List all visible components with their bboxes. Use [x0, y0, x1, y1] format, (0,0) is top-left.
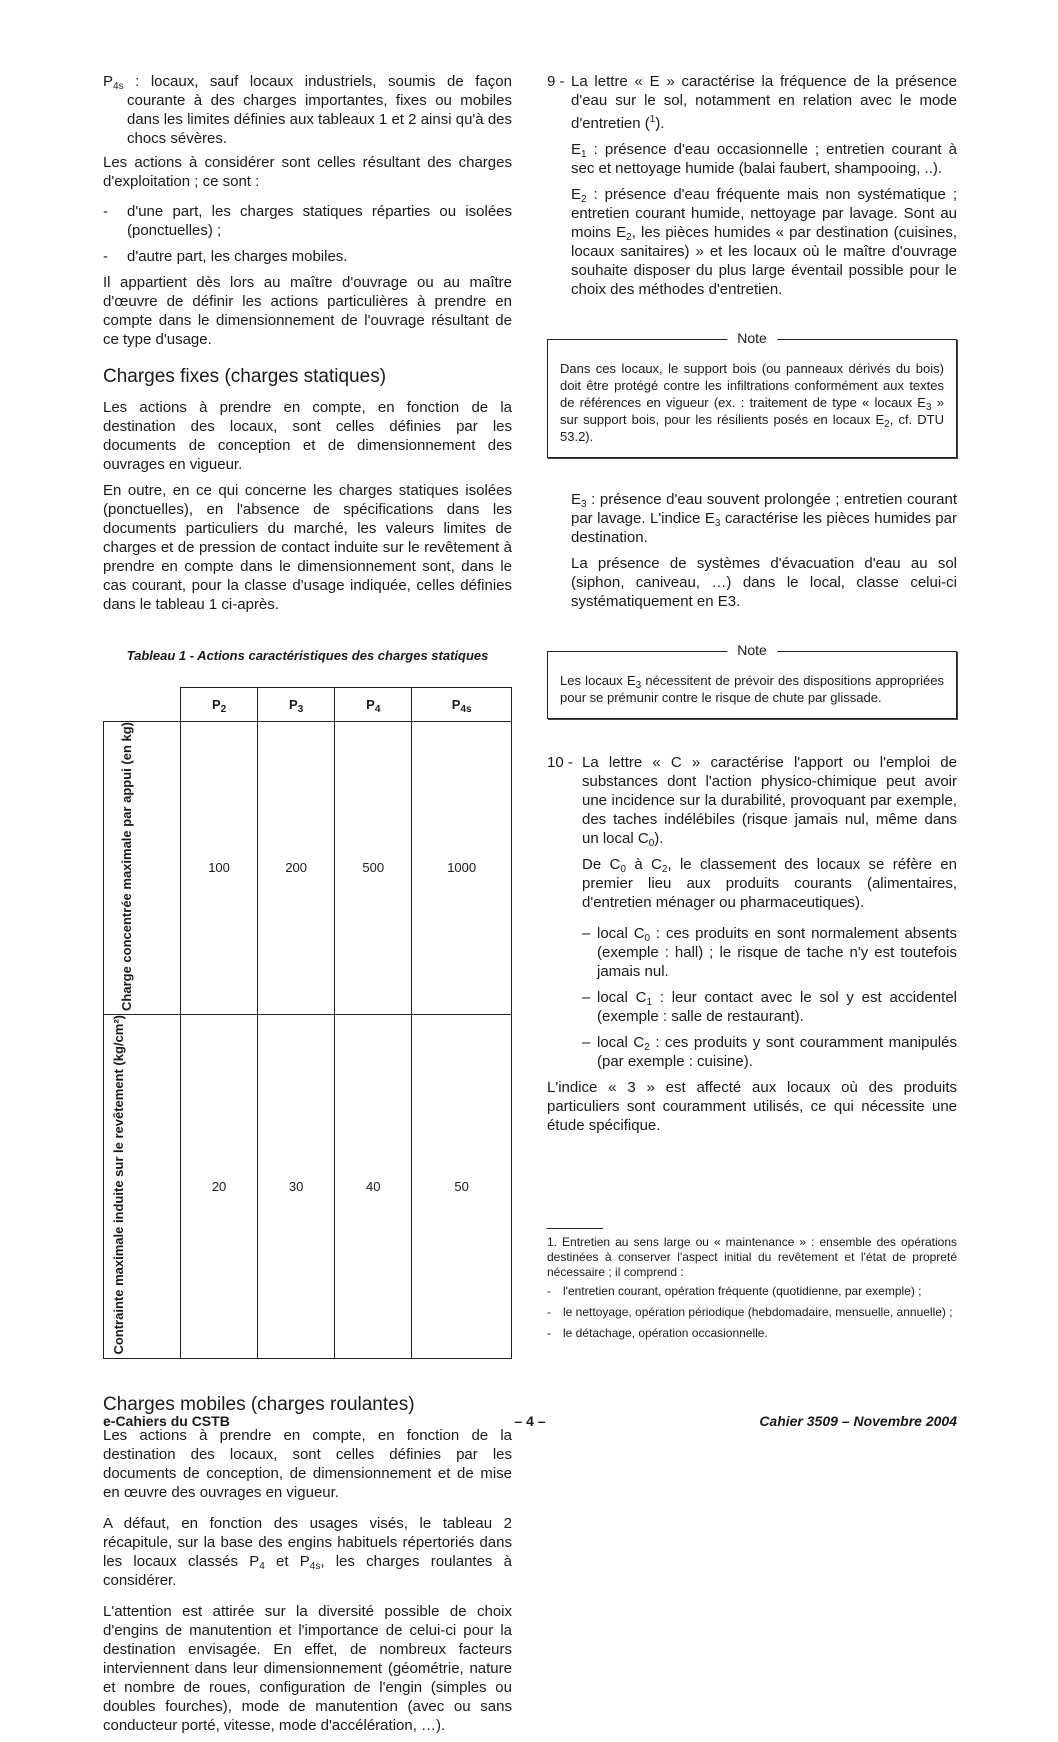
- list-item: - d'autre part, les charges mobiles.: [103, 248, 348, 265]
- footnote-divider: [547, 1228, 603, 1229]
- table-cell: 20: [181, 1014, 258, 1358]
- evacuation-paragraph: La présence de systèmes d'évacuation d'eau au sol (siphon, caniveau, …) dans le local, classe celui-ci systématiquement en E3.: [571, 555, 957, 610]
- table-caption: Tableau 1 - Actions caractéristiques des charges statiques: [126, 648, 489, 663]
- list-item: - le détachage, opération occasionnelle.: [547, 1326, 768, 1340]
- row-header: Charge concentrée maximale par appui (en kg): [104, 722, 181, 1015]
- footnote-text: 1. Entretien au sens large ou « maintenance » : ensemble des opérations destinées à conserver l'aspect initial du revêtement et l'état de propreté nécessaire ; il comprend :: [547, 1235, 957, 1279]
- p4s-definition: $P_{4s}$ : locaux, sauf locaux industriels, soumis de façon courante à des charges importantes, fixes ou mobiles dans les limites définies aux tableaux 1 et 2 ainsi qu'à des chocs sévères.: [103, 73, 512, 147]
- table-row: [104, 722, 512, 1015]
- note-label: Note: [727, 329, 777, 347]
- note-label: Note: [727, 641, 777, 659]
- indice-3-paragraph: L'indice « 3 » est affecté aux locaux où des produits particuliers sont couramment utilisés, ce qui nécessite une étude spécifique.: [547, 1079, 957, 1134]
- c-range-paragraph: De $C_0$ à $C_2$, le classement des locaux se réfère en premier lieu aux produits courants (alimentaires, d'entretien ménager ou pharmaceutiques).: [582, 856, 957, 911]
- table-cell: 1000: [412, 722, 512, 1015]
- section-heading-fixes: Charges fixes (charges statiques): [103, 366, 387, 387]
- table-row: [104, 1014, 512, 1358]
- left-column: [103, 72, 512, 1742]
- footnote: [547, 1228, 957, 1347]
- table-cell: 30: [258, 1014, 335, 1358]
- column-header: $P_{4s}$: [412, 688, 512, 722]
- e1-definition: $E_1$ : présence d'eau occasionnelle ; entretien courant à sec et nettoyage humide (balai faubert, shampooing, ..).: [571, 141, 957, 177]
- table-cell: 200: [258, 722, 335, 1015]
- column-header: $P_3$: [258, 688, 335, 722]
- right-column: [547, 72, 957, 1142]
- mobiles-paragraph-2: A défaut, en fonction des usages visés, le tableau 2 récapitule, sur la base des engins habituels répertoriés dans les locaux classés $P_4$ et $P_{4s}$, les charges roulantes à considérer.: [103, 1514, 512, 1589]
- footer-publication: e-Cahiers du CSTB: [103, 1413, 230, 1429]
- list-item: – local $C_0$ : ces produits en sont normalement absents (exemple : hall) ; le risque de tache n'y est toutefois jamais nul.: [582, 925, 957, 980]
- table-cell: 40: [335, 1014, 412, 1358]
- list-item: - l'entretien courant, opération fréquente (quotidienne, par exemple) ;: [547, 1284, 922, 1298]
- table-cell: 500: [335, 722, 412, 1015]
- mobiles-paragraph-3: L'attention est attirée sur la diversité possible de choix d'engins de manutention et l'importance de celui-ci pour la destination envisagée. En effet, de nombreux facteurs interviennent dans leur dimensionnement (géométrie, nature et nombre de roues, configuration de l'engin (simples ou doubles fourches), mode de manutention (avec ou sans conducteur porté, vitesse, mode d'accélération, …).: [103, 1602, 512, 1734]
- footer-issue: Cahier 3509 – Novembre 2004: [759, 1413, 957, 1429]
- table-header-row: [104, 688, 512, 722]
- e3-definition: $E_3$ : présence d'eau souvent prolongée ; entretien courant par lavage. L'indice $E_3$ caractérise les pièces humides par destination.: [571, 491, 957, 546]
- maitre-paragraph: Il appartient dès lors au maître d'ouvrage ou au maître d'œuvre de définir les actions particulières à prendre en compte dans le dimensionnement de l'ouvrage résultant de ce type d'usage.: [103, 274, 512, 348]
- static-loads-table: [103, 687, 512, 1359]
- section-heading-mobiles: Charges mobiles (charges roulantes): [103, 1393, 415, 1415]
- note-text: Les locaux $E_3$ nécessitent de prévoir des dispositions appropriées pour se prémunir contre le risque de chute par glissade.: [560, 673, 944, 705]
- fixes-paragraph-1: Les actions à prendre en compte, en fonction de la destination des locaux, sont celles définies par les documents de conception et de dimensionnement des ouvrages en vigueur.: [103, 399, 512, 473]
- item-9: 9 - La lettre « E » caractérise la fréquence de la présence d'eau sur le sol, notamment en relation avec le mode d'entretien ($^1$).: [547, 73, 957, 132]
- list-item: – local $C_2$ : ces produits y sont couramment manipulés (par exemple : cuisine).: [582, 1034, 957, 1070]
- note-text: Dans ces locaux, le support bois (ou panneaux dérivés du bois) doit être protégé contre les infiltrations conformément aux textes de références en vigueur (ex. : traitement de type « locaux $E_3$ » sur support bois, pour les résilients posés en locaux $E_2$, cf. DTU 53.2).: [560, 361, 944, 444]
- list-item: – local $C_1$ : leur contact avec le sol y est accidentel (exemple : salle de restaurant).: [582, 989, 957, 1025]
- mobiles-paragraph-1: Les actions à prendre en compte, en fonction de la destination des locaux, sont celles définies par les documents de conception, de dimensionnement et de mise en œuvre des ouvrages en vigueur.: [103, 1426, 512, 1501]
- column-header: $P_4$: [335, 688, 412, 722]
- table-cell: 50: [412, 1014, 512, 1358]
- column-header: $P_2$: [181, 688, 258, 722]
- e2-definition: $E_2$ : présence d'eau fréquente mais non systématique ; entretien courant humide, nettoyage par lavage. Sont au moins $E_2$, les pièces humides « par destination (cuisines, locaux sanitaires) » et les locaux où le maître d'ouvrage souhaite disposer du plus large éventail possible pour le choix des méthodes d'entretien.: [571, 186, 957, 298]
- page-number: – 4 –: [514, 1413, 546, 1429]
- item-10: 10 - La lettre « C » caractérise l'apport ou l'emploi de substances dont l'action physico-chimique peut avoir une incidence sur la durabilité, provoquant par exemple, des taches indélébiles (risque jamais nul, même dans un local $C_0$).: [547, 754, 957, 849]
- list-item: - d'une part, les charges statiques réparties ou isolées (ponctuelles) ;: [103, 203, 512, 239]
- table-cell: 100: [181, 722, 258, 1015]
- actions-paragraph: Les actions à considérer sont celles résultant des charges d'exploitation ; ce sont :: [103, 154, 512, 190]
- note-box-2: [547, 642, 957, 719]
- row-header: Contrainte maximale induite sur le revêtement (kg/cm²): [104, 1014, 181, 1358]
- list-item: - le nettoyage, opération périodique (hebdomadaire, mensuelle, annuelle) ;: [547, 1305, 953, 1319]
- note-box-1: [547, 330, 957, 458]
- fixes-paragraph-2: En outre, en ce qui concerne les charges statiques isolées (ponctuelles), en l'absence de spécifications dans les documents particuliers du marché, les valeurs limites de charges et de pression de contact induite sur le revêtement à prendre en compte dans le dimensionnement sont, dans le cas courant, pour la classe d'usage indiquée, celles définies dans le tableau 1 ci-après.: [103, 482, 512, 613]
